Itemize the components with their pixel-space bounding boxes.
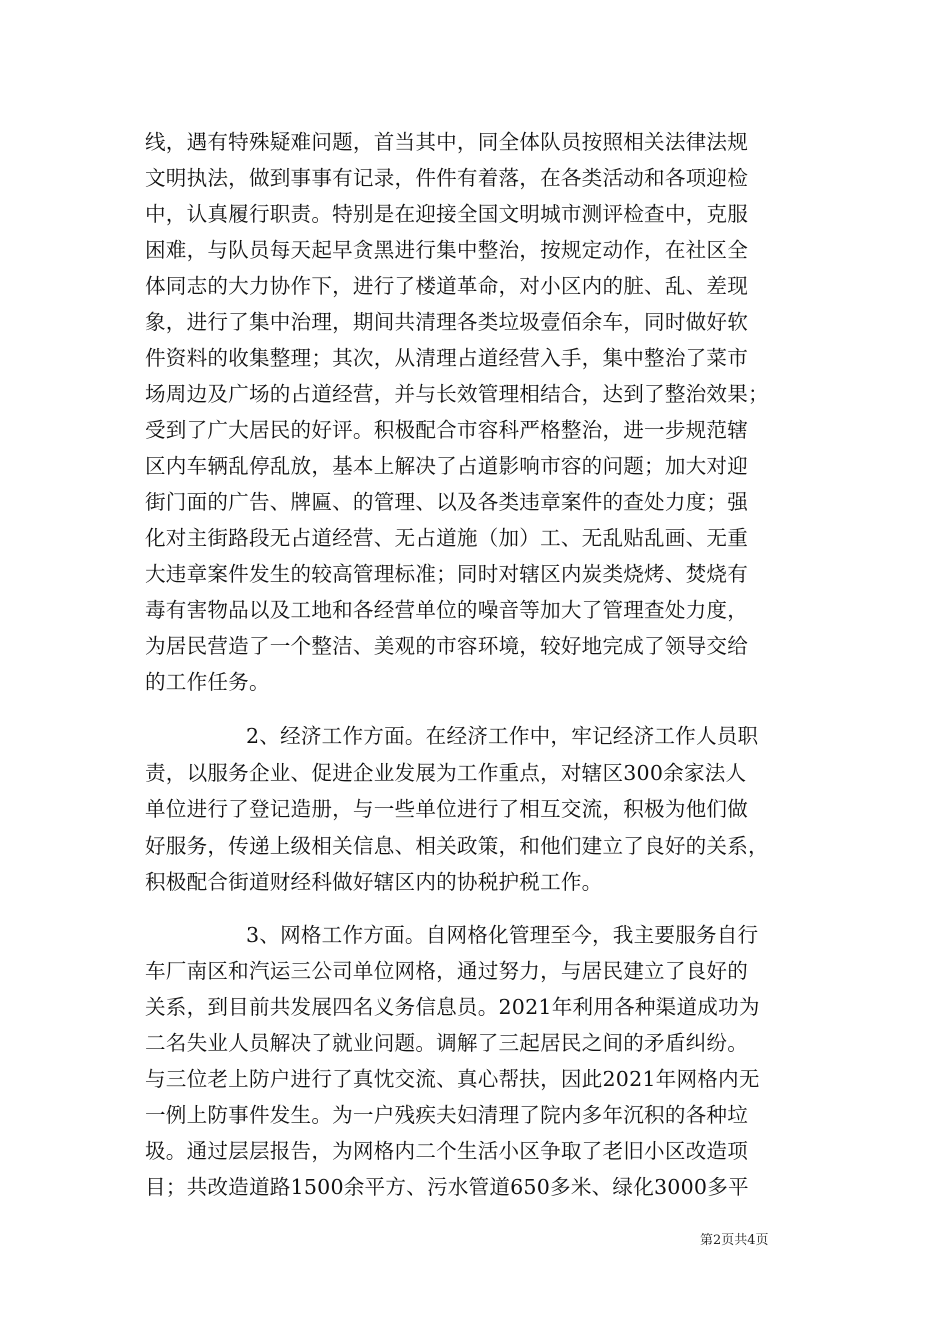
paragraph-line: 3、网格工作方面。自网格化管理至今，我主要服务自行 — [246, 923, 759, 947]
paragraph-line: 与三位老上防户进行了真忱交流、真心帮扶，因此2021年网格内无 — [145, 1067, 760, 1091]
paragraph-line: 困难，与队员每天起早贪黑进行集中整治，按规定动作，在社区全 — [145, 238, 749, 262]
paragraph-line: 为居民营造了一个整洁、美观的市容环境，较好地完成了领导交给 — [145, 634, 749, 658]
paragraph-line: 体同志的大力协作下，进行了楼道革命，对小区内的脏、乱、差现 — [145, 274, 749, 298]
paragraph-line: 单位进行了登记造册，与一些单位进行了相互交流，积极为他们做 — [145, 797, 749, 821]
paragraph-line: 受到了广大居民的好评。积极配合市容科严格整治，进一步规范辖 — [145, 418, 749, 442]
paragraph-line: 好服务，传递上级相关信息、相关政策，和他们建立了良好的关系， — [145, 834, 769, 858]
paragraph-line: 2、经济工作方面。在经济工作中，牢记经济工作人员职 — [246, 724, 759, 748]
paragraph-line: 责，以服务企业、促进企业发展为工作重点，对辖区300余家法人 — [145, 761, 747, 785]
paragraph-line: 街门面的广告、牌匾、的管理、以及各类违章案件的查处力度；强 — [145, 490, 749, 514]
paragraph-line: 车厂南区和汽运三公司单位网格，通过努力，与居民建立了良好的 — [145, 959, 749, 983]
paragraph-line: 区内车辆乱停乱放，基本上解决了占道影响市容的问题；加大对迎 — [145, 454, 749, 478]
paragraph-line: 圾。通过层层报告，为网格内二个生活小区争取了老旧小区改造项 — [145, 1139, 749, 1163]
paragraph-line: 化对主街路段无占道经营、无占道施（加）工、无乱贴乱画、无重 — [145, 526, 749, 550]
paragraph-line: 中，认真履行职责。特别是在迎接全国文明城市测评检查中，克服 — [145, 202, 749, 226]
paragraph-line: 象，进行了集中治理，期间共清理各类垃圾壹佰余车，同时做好软 — [145, 310, 749, 334]
paragraph-line: 线，遇有特殊疑难问题，首当其中，同全体队员按照相关法律法规 — [145, 130, 749, 154]
paragraph-line: 文明执法，做到事事有记录，件件有着落，在各类活动和各项迎检 — [145, 166, 749, 190]
paragraph-line: 的工作任务。 — [145, 670, 270, 694]
paragraph-line: 件资料的收集整理；其次，从清理占道经营入手，集中整治了菜市 — [145, 346, 749, 370]
paragraph-line: 二名失业人员解决了就业问题。调解了三起居民之间的矛盾纠纷。 — [145, 1031, 749, 1055]
paragraph-line: 大违章案件发生的较高管理标准；同时对辖区内炭类烧烤、焚烧有 — [145, 562, 749, 586]
paragraph-line: 关系，到目前共发展四名义务信息员。2021年利用各种渠道成功为 — [145, 995, 760, 1019]
paragraph-line: 一例上防事件发生。为一户残疾夫妇清理了院内多年沉积的各种垃 — [145, 1103, 749, 1127]
page-number-footer: 第2页共4页 — [700, 1233, 769, 1248]
paragraph-line: 场周边及广场的占道经营，并与长效管理相结合，达到了整治效果； — [145, 382, 769, 406]
paragraph-line: 积极配合街道财经科做好辖区内的协税护税工作。 — [145, 870, 603, 894]
paragraph-line: 目；共改造道路1500余平方、污水管道650多米、绿化3000多平 — [145, 1175, 749, 1199]
paragraph-line: 毒有害物品以及工地和各经营单位的噪音等加大了管理查处力度， — [145, 598, 749, 622]
